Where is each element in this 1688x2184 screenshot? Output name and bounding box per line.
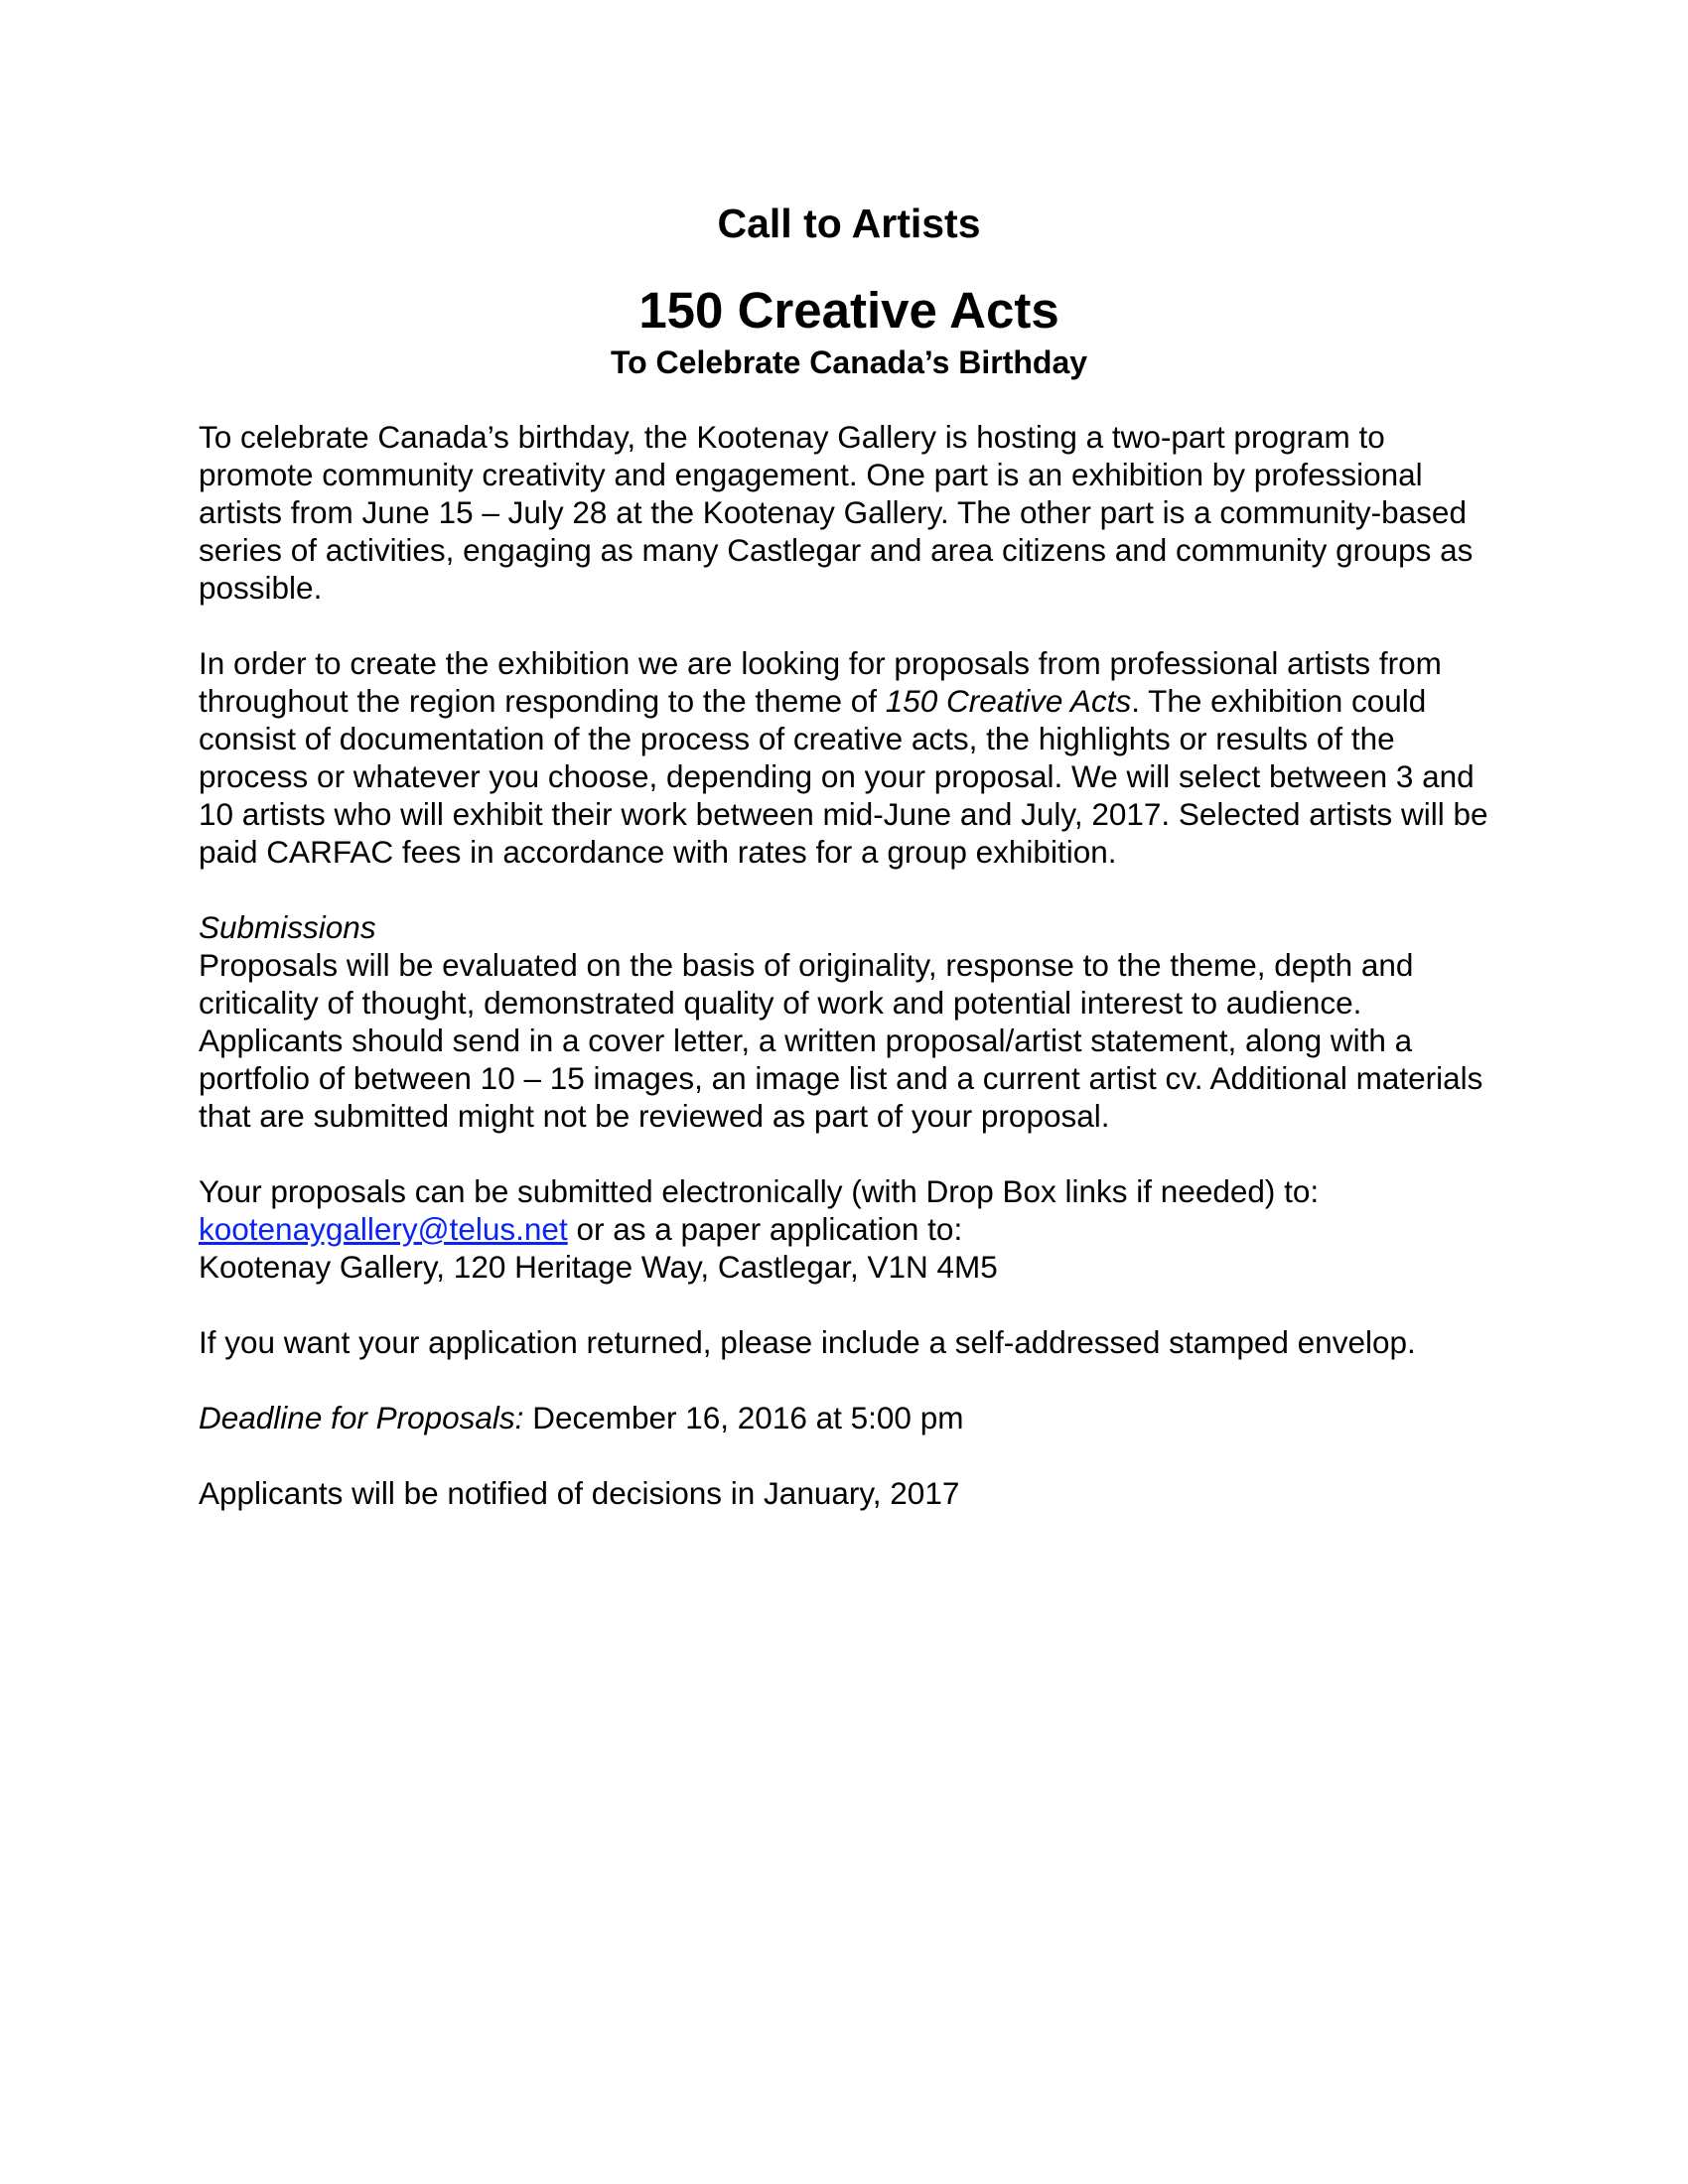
return-note: If you want your application returned, please include a self-addressed stamped envelop. [199,1324,1416,1360]
submissions-section [199,908,1499,1135]
deadline-paragraph [199,1399,1499,1436]
deadline-value: December 16, 2016 at 5:00 pm [523,1400,964,1435]
sub-title: To Celebrate Canada’s Birthday [610,344,1088,380]
submissions-heading: Submissions [199,909,376,945]
deadline-label: Deadline for Proposals: [199,1400,524,1435]
exhibition-text-start: In order to create the exhibition we are looking for proposals from professional artists from throughout the region responding to the theme of [199,645,1442,719]
exhibition-theme: 150 Creative Acts [885,683,1132,719]
document-page [199,194,1499,1550]
notification-note: Applicants will be notified of decisions in January, 2017 [199,1475,960,1511]
call-title: Call to Artists [717,201,981,246]
contact-line: Your proposals can be submitted electronically (with Drop Box links if needed) to: [199,1173,1320,1209]
email-link[interactable]: kootenaygallery@telus.net [199,1211,568,1247]
contact-paragraph [199,1172,1499,1286]
mailing-address: Kootenay Gallery, 120 Heritage Way, Castlegar, V1N 4M5 [199,1249,998,1285]
intro-paragraph: To celebrate Canada’s birthday, the Kootenay Gallery is hosting a two-part program to promote community creativity and engagement. One part is an exhibition by professional artists from June 15 – July 28 at the Kootenay Gallery. The other part is a community-based series of activities, engaging as many Castlegar and area citizens and community groups as possible. [199,419,1474,606]
exhibition-paragraph [199,644,1499,871]
exhibition-text-end: . The exhibition could consist of documentation of the process of creative acts, the highlights or results of the process or whatever you choose, depending on your proposal. We will select between 3 and 10 artists who will exhibit their work between mid-June and July, 2017. Selected artists will be paid CARFAC fees in accordance with rates for a group exhibition. [199,683,1488,870]
contact-paper-text: or as a paper application to: [567,1211,963,1247]
submissions-text: Proposals will be evaluated on the basis of originality, response to the theme, depth and criticality of thought, demonstrated quality of work and potential interest to audience. Applicants should send in a cover letter, a written proposal/artist statement, along with a portfolio of between 10 – 15 images, an image list and a current artist cv. Additional materials that are submitted might not be reviewed as part of your proposal. [199,947,1483,1134]
main-title: 150 Creative Acts [638,282,1059,339]
document-body [199,418,1499,1512]
